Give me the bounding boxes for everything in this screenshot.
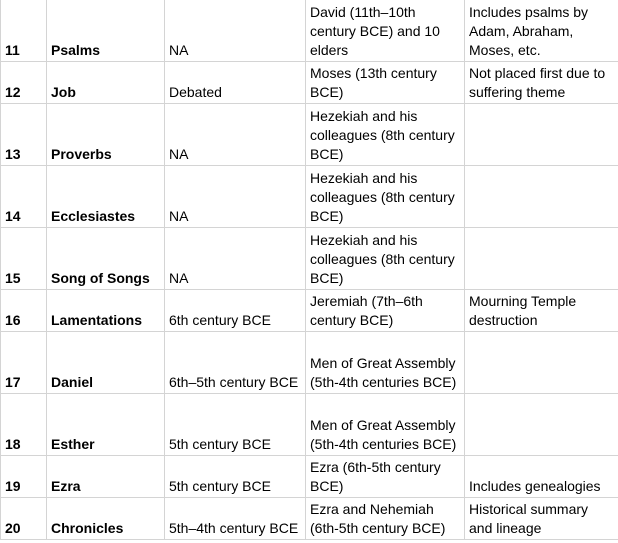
date-cell: Debated [165, 62, 306, 104]
row-number: 15 [1, 228, 47, 290]
table-row [1, 0, 618, 62]
author-cell: Hezekiah and his colleagues (8th century BCE) [306, 166, 465, 228]
table-row [1, 62, 618, 104]
row-number: 14 [1, 166, 47, 228]
row-number: 13 [1, 104, 47, 166]
author-cell: David (11th–10th century BCE) and 10 elders [306, 0, 465, 62]
notes-cell: Includes psalms by Adam, Abraham, Moses, etc. [465, 0, 618, 62]
date-cell: 5th century BCE [165, 394, 306, 456]
notes-cell [465, 394, 618, 456]
book-name: Lamentations [47, 290, 165, 332]
table-row [1, 498, 618, 540]
author-cell: Jeremiah (7th–6th century BCE) [306, 290, 465, 332]
book-name: Ezra [47, 456, 165, 498]
notes-cell: Includes genealogies [465, 456, 618, 498]
book-name: Song of Songs [47, 228, 165, 290]
book-name: Psalms [47, 0, 165, 62]
notes-cell: Not placed first due to suffering theme [465, 62, 618, 104]
book-name: Ecclesiastes [47, 166, 165, 228]
date-cell: NA [165, 228, 306, 290]
row-number: 12 [1, 62, 47, 104]
table-row [1, 166, 618, 228]
book-name: Job [47, 62, 165, 104]
author-cell: Men of Great Assembly (5th-4th centuries BCE) [306, 394, 465, 456]
author-cell: Ezra (6th-5th century BCE) [306, 456, 465, 498]
date-cell: 6th–5th century BCE [165, 332, 306, 394]
date-cell: 5th–4th century BCE [165, 498, 306, 540]
book-name: Chronicles [47, 498, 165, 540]
date-cell: NA [165, 0, 306, 62]
row-number: 16 [1, 290, 47, 332]
notes-cell [465, 104, 618, 166]
notes-cell [465, 332, 618, 394]
book-name: Daniel [47, 332, 165, 394]
date-cell: NA [165, 104, 306, 166]
table-row [1, 228, 618, 290]
row-number: 18 [1, 394, 47, 456]
author-cell: Hezekiah and his colleagues (8th century BCE) [306, 228, 465, 290]
book-name: Proverbs [47, 104, 165, 166]
author-cell: Men of Great Assembly (5th-4th centuries BCE) [306, 332, 465, 394]
author-cell: Hezekiah and his colleagues (8th century BCE) [306, 104, 465, 166]
date-cell: 6th century BCE [165, 290, 306, 332]
notes-cell: Mourning Temple destruction [465, 290, 618, 332]
row-number: 19 [1, 456, 47, 498]
row-number: 11 [1, 0, 47, 62]
row-number: 20 [1, 498, 47, 540]
table-row [1, 332, 618, 394]
author-cell: Ezra and Nehemiah (6th-5th century BCE) [306, 498, 465, 540]
date-cell: 5th century BCE [165, 456, 306, 498]
author-cell: Moses (13th century BCE) [306, 62, 465, 104]
table-row [1, 394, 618, 456]
notes-cell: Historical summary and lineage [465, 498, 618, 540]
date-cell: NA [165, 166, 306, 228]
table-row [1, 290, 618, 332]
book-name: Esther [47, 394, 165, 456]
notes-cell [465, 166, 618, 228]
table-row [1, 104, 618, 166]
notes-cell [465, 228, 618, 290]
table-row [1, 456, 618, 498]
row-number: 17 [1, 332, 47, 394]
